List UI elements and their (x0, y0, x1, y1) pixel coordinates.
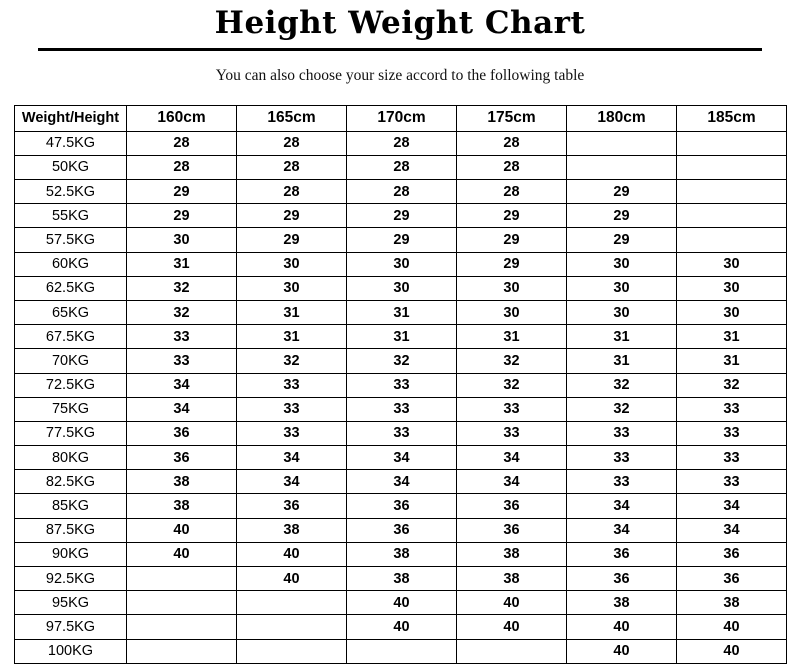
cell-160cm (127, 591, 237, 615)
table-row (15, 518, 787, 542)
cell-170cm: 33 (347, 373, 457, 397)
table-row (15, 204, 787, 228)
row-header-weight: 90KG (15, 542, 127, 566)
cell-170cm: 28 (347, 131, 457, 155)
cell-175cm: 29 (457, 228, 567, 252)
cell-170cm: 36 (347, 518, 457, 542)
cell-180cm (567, 131, 677, 155)
cell-160cm: 34 (127, 373, 237, 397)
cell-170cm: 40 (347, 615, 457, 639)
page-subtitle: You can also choose your size accord to the following table (215, 66, 585, 84)
cell-170cm: 38 (347, 542, 457, 566)
table-row (15, 446, 787, 470)
cell-170cm: 33 (347, 421, 457, 445)
table-row (15, 325, 787, 349)
cell-185cm: 32 (677, 373, 787, 397)
cell-185cm: 33 (677, 397, 787, 421)
cell-170cm: 38 (347, 567, 457, 591)
cell-185cm: 38 (677, 591, 787, 615)
cell-185cm: 36 (677, 542, 787, 566)
cell-165cm: 40 (237, 542, 347, 566)
cell-175cm (457, 639, 567, 663)
table-row (15, 397, 787, 421)
table-row (15, 567, 787, 591)
cell-175cm: 38 (457, 567, 567, 591)
cell-185cm: 33 (677, 421, 787, 445)
row-header-weight: 50KG (15, 155, 127, 179)
cell-180cm: 31 (567, 325, 677, 349)
table-row (15, 470, 787, 494)
height-weight-table (14, 105, 787, 664)
cell-160cm: 29 (127, 204, 237, 228)
cell-170cm: 34 (347, 470, 457, 494)
cell-180cm: 40 (567, 615, 677, 639)
page-title: Height Weight Chart (214, 5, 586, 41)
cell-165cm: 30 (237, 252, 347, 276)
cell-175cm: 30 (457, 300, 567, 324)
cell-175cm: 28 (457, 155, 567, 179)
cell-180cm: 34 (567, 518, 677, 542)
cell-170cm: 31 (347, 300, 457, 324)
table-row (15, 276, 787, 300)
cell-170cm: 29 (347, 228, 457, 252)
cell-160cm: 34 (127, 397, 237, 421)
cell-180cm: 31 (567, 349, 677, 373)
row-header-weight: 55KG (15, 204, 127, 228)
cell-170cm: 29 (347, 204, 457, 228)
table-header (15, 105, 787, 131)
column-header-170cm: 170cm (347, 105, 457, 131)
cell-180cm: 33 (567, 470, 677, 494)
cell-160cm: 36 (127, 421, 237, 445)
cell-170cm: 34 (347, 446, 457, 470)
cell-170cm: 32 (347, 349, 457, 373)
cell-170cm: 28 (347, 180, 457, 204)
cell-165cm: 30 (237, 276, 347, 300)
cell-170cm: 40 (347, 591, 457, 615)
cell-165cm: 38 (237, 518, 347, 542)
cell-165cm (237, 639, 347, 663)
row-header-weight: 70KG (15, 349, 127, 373)
cell-160cm: 33 (127, 349, 237, 373)
row-header-weight: 52.5KG (15, 180, 127, 204)
table-row (15, 615, 787, 639)
cell-185cm (677, 155, 787, 179)
table-row (15, 591, 787, 615)
table-row (15, 373, 787, 397)
cell-180cm: 36 (567, 542, 677, 566)
row-header-weight: 82.5KG (15, 470, 127, 494)
cell-175cm: 36 (457, 518, 567, 542)
cell-165cm: 33 (237, 421, 347, 445)
cell-180cm: 30 (567, 252, 677, 276)
title-divider (38, 48, 762, 51)
cell-180cm: 38 (567, 591, 677, 615)
cell-175cm: 33 (457, 421, 567, 445)
cell-175cm: 29 (457, 252, 567, 276)
cell-170cm: 31 (347, 325, 457, 349)
cell-175cm: 34 (457, 470, 567, 494)
column-header-165cm: 165cm (237, 105, 347, 131)
cell-185cm: 30 (677, 300, 787, 324)
table-corner-header: Weight/Height (15, 105, 127, 131)
cell-185cm: 31 (677, 349, 787, 373)
cell-185cm: 30 (677, 276, 787, 300)
cell-160cm: 28 (127, 131, 237, 155)
table-row (15, 131, 787, 155)
table-row (15, 349, 787, 373)
cell-185cm: 33 (677, 470, 787, 494)
cell-175cm: 28 (457, 180, 567, 204)
cell-175cm: 36 (457, 494, 567, 518)
cell-175cm: 31 (457, 325, 567, 349)
cell-180cm (567, 155, 677, 179)
cell-160cm (127, 567, 237, 591)
cell-165cm: 31 (237, 325, 347, 349)
cell-165cm: 29 (237, 228, 347, 252)
column-header-185cm: 185cm (677, 105, 787, 131)
row-header-weight: 100KG (15, 639, 127, 663)
cell-185cm: 31 (677, 325, 787, 349)
cell-160cm (127, 615, 237, 639)
row-header-weight: 65KG (15, 300, 127, 324)
cell-160cm: 36 (127, 446, 237, 470)
row-header-weight: 97.5KG (15, 615, 127, 639)
cell-175cm: 29 (457, 204, 567, 228)
cell-180cm: 36 (567, 567, 677, 591)
cell-185cm: 34 (677, 494, 787, 518)
cell-165cm: 33 (237, 397, 347, 421)
cell-165cm: 31 (237, 300, 347, 324)
cell-175cm: 32 (457, 349, 567, 373)
cell-185cm: 34 (677, 518, 787, 542)
cell-165cm: 28 (237, 155, 347, 179)
cell-185cm (677, 204, 787, 228)
table-row (15, 180, 787, 204)
cell-170cm: 36 (347, 494, 457, 518)
cell-180cm: 30 (567, 300, 677, 324)
cell-165cm (237, 591, 347, 615)
row-header-weight: 62.5KG (15, 276, 127, 300)
cell-160cm: 31 (127, 252, 237, 276)
cell-170cm: 30 (347, 252, 457, 276)
cell-160cm: 32 (127, 300, 237, 324)
row-header-weight: 57.5KG (15, 228, 127, 252)
cell-165cm (237, 615, 347, 639)
cell-180cm: 34 (567, 494, 677, 518)
table-row (15, 421, 787, 445)
cell-160cm (127, 639, 237, 663)
cell-175cm: 33 (457, 397, 567, 421)
cell-180cm: 30 (567, 276, 677, 300)
row-header-weight: 72.5KG (15, 373, 127, 397)
cell-165cm: 33 (237, 373, 347, 397)
column-header-175cm: 175cm (457, 105, 567, 131)
row-header-weight: 75KG (15, 397, 127, 421)
cell-180cm: 33 (567, 446, 677, 470)
cell-170cm (347, 639, 457, 663)
cell-170cm: 33 (347, 397, 457, 421)
table-row (15, 155, 787, 179)
cell-165cm: 28 (237, 180, 347, 204)
cell-185cm: 40 (677, 639, 787, 663)
table-row (15, 252, 787, 276)
cell-160cm: 38 (127, 494, 237, 518)
row-header-weight: 47.5KG (15, 131, 127, 155)
cell-160cm: 38 (127, 470, 237, 494)
cell-175cm: 40 (457, 615, 567, 639)
cell-160cm: 29 (127, 180, 237, 204)
cell-165cm: 29 (237, 204, 347, 228)
row-header-weight: 60KG (15, 252, 127, 276)
cell-165cm: 32 (237, 349, 347, 373)
cell-160cm: 32 (127, 276, 237, 300)
cell-180cm: 40 (567, 639, 677, 663)
table-body (15, 131, 787, 663)
cell-175cm: 40 (457, 591, 567, 615)
table-row (15, 542, 787, 566)
cell-180cm: 29 (567, 228, 677, 252)
row-header-weight: 92.5KG (15, 567, 127, 591)
row-header-weight: 80KG (15, 446, 127, 470)
cell-175cm: 32 (457, 373, 567, 397)
row-header-weight: 95KG (15, 591, 127, 615)
column-header-160cm: 160cm (127, 105, 237, 131)
cell-165cm: 34 (237, 446, 347, 470)
row-header-weight: 85KG (15, 494, 127, 518)
table-row (15, 494, 787, 518)
cell-165cm: 36 (237, 494, 347, 518)
cell-160cm: 30 (127, 228, 237, 252)
size-table-container (14, 105, 786, 664)
column-header-180cm: 180cm (567, 105, 677, 131)
cell-185cm (677, 228, 787, 252)
cell-180cm: 29 (567, 204, 677, 228)
cell-160cm: 40 (127, 542, 237, 566)
row-header-weight: 77.5KG (15, 421, 127, 445)
row-header-weight: 67.5KG (15, 325, 127, 349)
cell-160cm: 40 (127, 518, 237, 542)
cell-175cm: 30 (457, 276, 567, 300)
cell-180cm: 29 (567, 180, 677, 204)
cell-185cm: 30 (677, 252, 787, 276)
cell-180cm: 32 (567, 373, 677, 397)
cell-180cm: 33 (567, 421, 677, 445)
cell-185cm: 33 (677, 446, 787, 470)
cell-185cm: 40 (677, 615, 787, 639)
cell-185cm (677, 131, 787, 155)
cell-175cm: 38 (457, 542, 567, 566)
height-weight-chart-page (0, 5, 800, 660)
cell-160cm: 33 (127, 325, 237, 349)
cell-165cm: 40 (237, 567, 347, 591)
cell-165cm: 34 (237, 470, 347, 494)
cell-165cm: 28 (237, 131, 347, 155)
cell-160cm: 28 (127, 155, 237, 179)
cell-180cm: 32 (567, 397, 677, 421)
cell-170cm: 28 (347, 155, 457, 179)
table-header-row (15, 105, 787, 131)
row-header-weight: 87.5KG (15, 518, 127, 542)
cell-170cm: 30 (347, 276, 457, 300)
table-row (15, 228, 787, 252)
table-row (15, 639, 787, 663)
cell-185cm (677, 180, 787, 204)
cell-175cm: 28 (457, 131, 567, 155)
table-row (15, 300, 787, 324)
cell-185cm: 36 (677, 567, 787, 591)
cell-175cm: 34 (457, 446, 567, 470)
